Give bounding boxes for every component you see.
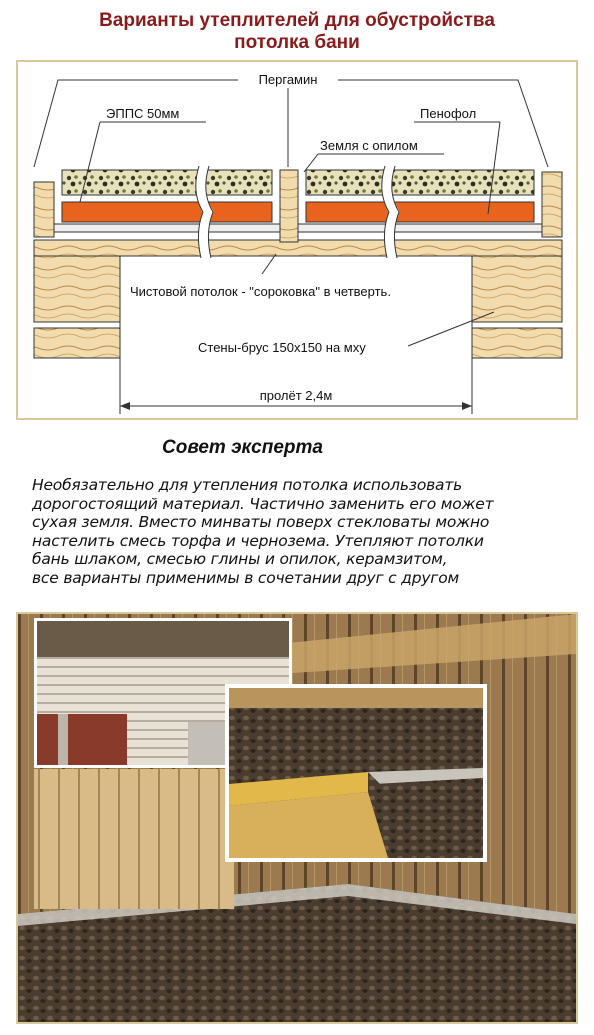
vapor-barrier-left <box>54 224 280 232</box>
insulation-photo <box>225 684 487 862</box>
collage-drawing <box>18 614 576 1022</box>
title-line-2: потолка бани <box>234 32 360 53</box>
ceiling-diagram <box>16 60 578 420</box>
page-title <box>0 10 594 54</box>
penofol-layer <box>306 202 534 222</box>
ceiling-joist <box>280 170 298 242</box>
soil-layer-right <box>306 170 534 195</box>
right-wall-beam-lower <box>472 328 562 358</box>
vapor-barrier-right <box>298 224 542 232</box>
photo-collage <box>16 612 578 1024</box>
soil-layer-left <box>62 170 272 195</box>
diagram-drawing <box>18 62 576 418</box>
label-ceiling: Чистовой потолок - "сороковка" в четверть. <box>130 284 391 299</box>
label-walls: Стены-брус 150х150 на мху <box>198 340 366 355</box>
label-penofol: Пенофол <box>420 106 477 121</box>
title-line-1: Варианты утеплителей для обустройства <box>99 10 495 31</box>
plank-wall-photo <box>34 769 234 909</box>
label-soil: Земля с опилом <box>320 138 418 153</box>
label-epps: ЭППС 50мм <box>106 106 180 121</box>
pergamin-leader-left <box>34 80 238 167</box>
left-wall-beam-lower <box>34 328 120 358</box>
label-pergamin: Пергамин <box>258 72 318 87</box>
left-wall-top-log <box>34 182 54 237</box>
epps-insulation <box>62 202 272 222</box>
label-span: пролёт 2,4м <box>259 388 333 403</box>
expert-body: Необязательно для утепления потолка использовать дорогостоящий материал. Частично заменить его может сухая земля. Вместо минваты поверх стекловаты можно настелить смесь торфа и чернозема. Утепляют потолки бань шлаком, смесью глины и опилок, керамзитом, все варианты применимы в сочетании друг с другом <box>32 476 494 587</box>
right-wall-top-log <box>542 172 562 237</box>
expert-heading: Совет эксперта <box>162 437 323 458</box>
